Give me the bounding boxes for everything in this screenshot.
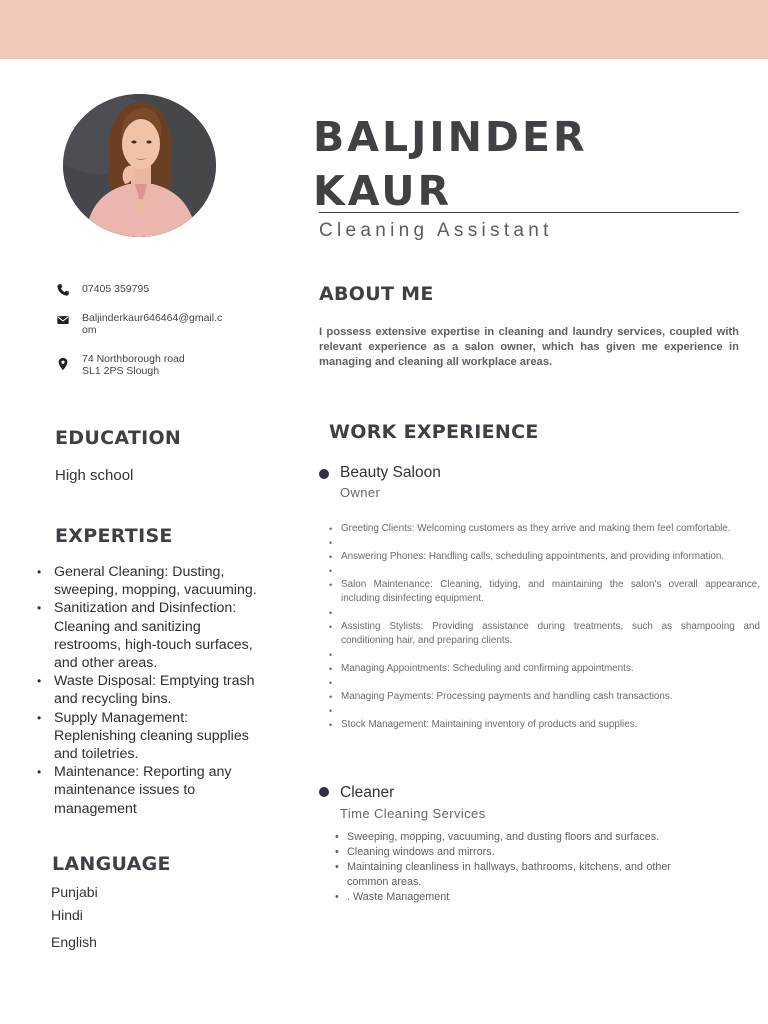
expertise-heading: EXPERTISE bbox=[55, 525, 173, 547]
expertise-item: • Waste Disposal: Emptying trash and recycling bins. bbox=[36, 672, 271, 708]
language-item: Hindi bbox=[51, 907, 83, 923]
job-duty-list bbox=[329, 522, 760, 732]
email-icon bbox=[56, 313, 70, 327]
duty-item: • Managing Appointments: Scheduling and confirming appointments. bbox=[329, 662, 760, 676]
job-company: Beauty Saloon bbox=[340, 464, 441, 481]
job-role: Owner bbox=[340, 485, 381, 500]
language-heading: LANGUAGE bbox=[52, 853, 171, 875]
empty-bullet bbox=[329, 564, 760, 578]
profile-photo bbox=[63, 94, 216, 237]
empty-bullet bbox=[329, 704, 760, 718]
phone-number: 07405 359795 bbox=[82, 283, 150, 295]
about-heading: ABOUT ME bbox=[319, 283, 434, 305]
duty-item: • Managing Payments: Processing payments and handling cash transactions. bbox=[329, 690, 760, 704]
duty-item: • . Waste Management bbox=[335, 890, 671, 905]
empty-bullet bbox=[329, 606, 760, 620]
job-bullet bbox=[319, 787, 329, 797]
duty-item: • Cleaning windows and mirrors. bbox=[335, 845, 671, 860]
empty-bullet bbox=[329, 676, 760, 690]
empty-bullet bbox=[329, 648, 760, 662]
top-color-band bbox=[0, 0, 768, 59]
last-name: KAUR bbox=[313, 167, 453, 215]
language-item: Punjabi bbox=[51, 884, 98, 900]
job-company: Cleaner bbox=[340, 784, 395, 801]
expertise-item: • Maintenance: Reporting any maintenance issues to management bbox=[36, 763, 271, 818]
job-bullet bbox=[319, 469, 329, 479]
expertise-item: • General Cleaning: Dusting, sweeping, mopping, vacuuming. bbox=[36, 563, 271, 599]
title-divider bbox=[319, 212, 739, 213]
education-item: High school bbox=[55, 467, 134, 484]
duty-item: • Salon Maintenance: Cleaning, tidying, and maintaining the salon's overall appearance, including disinfecting equipment. bbox=[329, 578, 760, 606]
empty-bullet bbox=[329, 536, 760, 550]
address-line-1: 74 Northborough road bbox=[82, 353, 185, 365]
expertise-item: • Supply Management: Replenishing cleaning supplies and toiletries. bbox=[36, 709, 271, 764]
duty-item: • Maintaining cleanliness in hallways, bathrooms, kitchens, and other common areas. bbox=[335, 860, 671, 890]
duty-item: • Stock Management: Maintaining inventory of products and supplies. bbox=[329, 718, 760, 732]
about-text: I possess extensive expertise in cleaning and laundry services, coupled with relevant experience as a salon owner, which has given me experience in managing and cleaning all workplace areas. bbox=[319, 326, 739, 368]
email-line-2: om bbox=[82, 324, 97, 336]
expertise-list bbox=[36, 563, 271, 818]
job-duty-list bbox=[335, 830, 671, 905]
education-heading: EDUCATION bbox=[55, 427, 182, 449]
duty-item: • Answering Phones: Handling calls, scheduling appointments, and providing information. bbox=[329, 550, 760, 564]
phone-icon bbox=[56, 283, 70, 297]
language-item: English bbox=[51, 934, 97, 950]
expertise-item: • Sanitization and Disinfection: Cleaning and sanitizing restrooms, high-touch surfaces, and other areas. bbox=[36, 599, 271, 672]
duty-item: • Greeting Clients: Welcoming customers as they arrive and making them feel comfortable. bbox=[329, 522, 760, 536]
email-line-1: Baljinderkaur646464@gmail.c bbox=[82, 312, 223, 324]
job-title: Cleaning Assistant bbox=[319, 220, 553, 241]
work-experience-heading: WORK EXPERIENCE bbox=[329, 421, 539, 443]
address-line-2: SL1 2PS Slough bbox=[82, 365, 160, 377]
duty-item: • Sweeping, mopping, vacuuming, and dusting floors and surfaces. bbox=[335, 830, 671, 845]
job-role: Time Cleaning Services bbox=[340, 806, 486, 821]
duty-item: • Assisting Stylists: Providing assistance during treatments, such as shampooing and conditioning hair, and preparing clients. bbox=[329, 620, 760, 648]
first-name: BALJINDER bbox=[313, 113, 588, 161]
location-pin-icon bbox=[56, 357, 70, 371]
